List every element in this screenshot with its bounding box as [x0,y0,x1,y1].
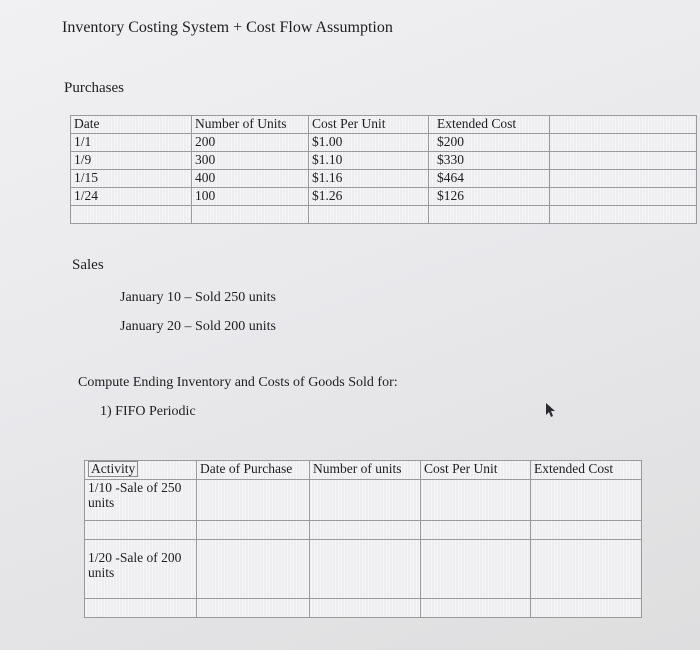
page-title: Inventory Costing System + Cost Flow Assumption [62,19,393,36]
table-header-row [71,116,697,134]
header-extended-cost: Extended Cost [531,461,642,480]
cell-units: 300 [192,152,309,170]
table-row-empty [71,206,697,224]
empty-cell [531,521,642,540]
empty-cell [550,152,697,170]
header-number-of-units: Number of units [310,461,421,480]
empty-cell [429,206,550,224]
empty-cell [550,188,697,206]
empty-cell [310,599,421,618]
cell-units: 100 [192,188,309,206]
cell-date: 1/1 [71,134,192,152]
empty-cell [531,599,642,618]
table-row [85,540,642,599]
header-cost-per-unit: Cost Per Unit [309,116,429,134]
empty-cell [309,206,429,224]
sale-line-jan-10: January 10 – Sold 250 units [120,290,276,305]
sale-line-jan-20: January 20 – Sold 200 units [120,319,276,334]
empty-cell [85,521,197,540]
table-header-row [85,461,642,480]
fifo-table [84,460,642,618]
sales-heading: Sales [72,257,104,273]
table-row [85,599,642,618]
empty-cell [85,599,197,618]
header-date-of-purchase: Date of Purchase [197,461,310,480]
empty-cell [421,540,531,599]
cell-cost: $1.00 [309,134,429,152]
table-row [71,170,697,188]
empty-cell [192,206,309,224]
cell-cost: $1.26 [309,188,429,206]
empty-cell [550,134,697,152]
pointer-arrow-icon [543,402,557,418]
cell-activity-2: 1/20 -Sale of 200 units [85,540,197,599]
empty-cell [197,521,310,540]
question-prompt: Compute Ending Inventory and Costs of Goods Sold for: [78,375,398,390]
purchases-heading: Purchases [64,80,124,96]
cell-activity-1: 1/10 -Sale of 250 units [85,480,197,521]
empty-cell [310,540,421,599]
empty-cell [550,206,697,224]
table-row [71,134,697,152]
cell-extended: $330 [429,152,550,170]
question-item-fifo: 1) FIFO Periodic [100,404,196,419]
cell-units: 200 [192,134,309,152]
empty-cell [531,540,642,599]
cell-cost: $1.16 [309,170,429,188]
empty-cell [421,480,531,521]
table-row [71,152,697,170]
empty-cell [310,480,421,521]
empty-cell [310,521,421,540]
header-number-of-units: Number of Units [192,116,309,134]
empty-cell [197,480,310,521]
empty-cell [531,480,642,521]
cell-units: 400 [192,170,309,188]
empty-cell [550,170,697,188]
empty-cell [550,116,697,134]
cell-extended: $126 [429,188,550,206]
cell-date: 1/24 [71,188,192,206]
empty-cell [421,599,531,618]
header-date: Date [71,116,192,134]
table-row [85,480,642,521]
table-row [85,521,642,540]
purchases-table [70,115,697,224]
empty-cell [197,540,310,599]
cell-date: 1/9 [71,152,192,170]
header-extended-cost: Extended Cost [429,116,550,134]
cell-extended: $464 [429,170,550,188]
cell-date: 1/15 [71,170,192,188]
empty-cell [197,599,310,618]
header-activity: Activity [85,461,197,480]
cell-cost: $1.10 [309,152,429,170]
empty-cell [71,206,192,224]
header-cost-per-unit: Cost Per Unit [421,461,531,480]
cell-extended: $200 [429,134,550,152]
table-row [71,188,697,206]
empty-cell [421,521,531,540]
